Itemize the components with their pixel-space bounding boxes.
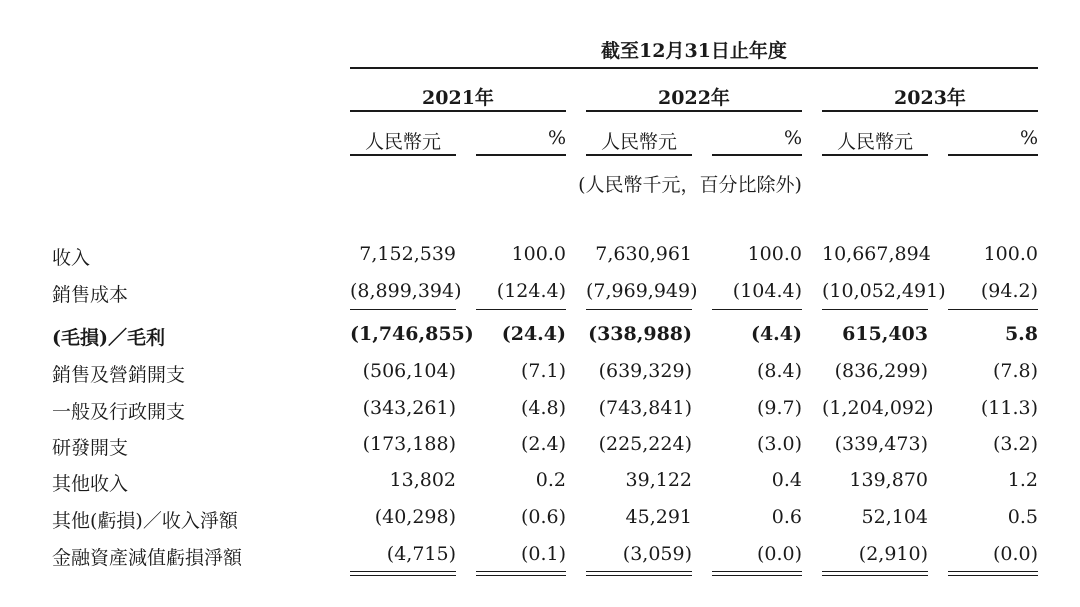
amount-cell: (639,329): [598, 360, 692, 382]
percent-cell: (0.0): [756, 543, 802, 565]
percent-cell: (0.0): [992, 543, 1038, 565]
pct-rule-2022: [712, 154, 802, 156]
percent-cell: 100.0: [983, 243, 1038, 265]
percent-cell: (3.0): [756, 433, 802, 455]
amount-cell: (343,261): [362, 397, 456, 419]
percent-cell: (7.8): [992, 360, 1038, 382]
percent-cell: (7.1): [520, 360, 566, 382]
year-2023-heading: 2023年: [894, 87, 966, 109]
percent-cell: 5.8: [1004, 323, 1038, 345]
subtotal-rule: [350, 309, 456, 310]
period-rule: [350, 67, 1038, 69]
subtotal-rule: [586, 309, 692, 310]
amount-cell: 13,802: [389, 469, 456, 491]
year-2021-rule: [350, 110, 566, 112]
year-2022-rule: [586, 110, 802, 112]
year-2023-rule: [822, 110, 1038, 112]
amount-cell: (173,188): [362, 433, 456, 455]
percent-cell: (4.8): [520, 397, 566, 419]
percent-cell: 0.5: [1007, 506, 1038, 528]
amount-cell: 10,667,894: [822, 243, 931, 265]
pct-rule-2021: [476, 154, 566, 156]
percent-cell: 0.4: [771, 469, 802, 491]
percent-cell: (4.4): [750, 323, 802, 345]
total-double-rule: [350, 571, 456, 572]
subtotal-rule: [948, 309, 1038, 310]
year-2022-heading: 2022年: [658, 87, 730, 109]
amount-cell: (339,473): [834, 433, 928, 455]
percent-cell: (3.2): [992, 433, 1038, 455]
percent-cell: (124.4): [496, 280, 566, 302]
percent-cell: (9.7): [756, 397, 802, 419]
pct-header-2022: %: [783, 127, 802, 149]
row-label: 一般及行政開支: [52, 401, 186, 423]
total-double-rule: [712, 575, 802, 576]
amount-cell: (4,715): [386, 543, 456, 565]
amount-cell: (836,299): [834, 360, 928, 382]
year-2021-heading: 2021年: [422, 87, 494, 109]
amount-cell: (7,969,949): [586, 280, 698, 302]
amount-cell: (2,910): [858, 543, 928, 565]
percent-cell: (0.6): [520, 506, 566, 528]
amount-cell: (1,204,092): [822, 397, 934, 419]
amount-cell: (8,899,394): [350, 280, 462, 302]
percent-cell: (0.1): [520, 543, 566, 565]
total-double-rule: [476, 575, 566, 576]
row-label: (毛損)／毛利: [52, 327, 165, 349]
percent-cell: (94.2): [980, 280, 1038, 302]
percent-cell: 0.6: [771, 506, 802, 528]
amount-cell: 7,630,961: [595, 243, 692, 265]
row-label: 其他(虧損)／收入淨額: [52, 510, 238, 532]
percent-cell: 0.2: [535, 469, 566, 491]
currency-rule-2022: [586, 154, 692, 156]
percent-cell: 100.0: [511, 243, 566, 265]
amount-cell: 52,104: [861, 506, 928, 528]
total-double-rule: [948, 575, 1038, 576]
total-double-rule: [822, 571, 928, 572]
total-double-rule: [586, 575, 692, 576]
currency-rule-2023: [822, 154, 928, 156]
row-label: 銷售及營銷開支: [52, 364, 186, 386]
amount-cell: 139,870: [849, 469, 928, 491]
pct-header-2023: %: [1019, 127, 1038, 149]
currency-header-2021: 人民幣元: [364, 131, 441, 153]
total-double-rule: [476, 571, 566, 572]
amount-cell: 45,291: [625, 506, 692, 528]
row-label: 收入: [52, 247, 91, 269]
percent-cell: (24.4): [501, 323, 566, 345]
row-label: 金融資產減值虧損淨額: [52, 547, 243, 569]
amount-cell: (338,988): [588, 323, 692, 345]
percent-cell: (11.3): [980, 397, 1038, 419]
amount-cell: (1,746,855): [350, 323, 474, 345]
amount-cell: (506,104): [362, 360, 456, 382]
row-label: 銷售成本: [52, 284, 129, 306]
pct-rule-2023: [948, 154, 1038, 156]
amount-cell: (3,059): [622, 543, 692, 565]
amount-cell: 7,152,539: [359, 243, 456, 265]
currency-header-2023: 人民幣元: [836, 131, 913, 153]
subtotal-rule: [712, 309, 802, 310]
period-heading: 截至12月31日止年度: [601, 40, 787, 62]
subtotal-rule: [476, 309, 566, 310]
percent-cell: 1.2: [1007, 469, 1038, 491]
total-double-rule: [712, 571, 802, 572]
amount-cell: (225,224): [598, 433, 692, 455]
pct-header-2021: %: [547, 127, 566, 149]
percent-cell: 100.0: [747, 243, 802, 265]
total-double-rule: [586, 571, 692, 572]
total-double-rule: [350, 575, 456, 576]
total-double-rule: [822, 575, 928, 576]
row-label: 其他收入: [52, 473, 129, 495]
amount-cell: 39,122: [625, 469, 692, 491]
total-double-rule: [948, 571, 1038, 572]
percent-cell: (8.4): [756, 360, 802, 382]
amount-cell: (10,052,491): [822, 280, 946, 302]
amount-cell: (743,841): [598, 397, 692, 419]
unit-note: (人民幣千元，百分比除外): [578, 174, 802, 196]
percent-cell: (104.4): [732, 280, 802, 302]
amount-cell: 615,403: [842, 323, 928, 345]
currency-header-2022: 人民幣元: [600, 131, 677, 153]
percent-cell: (2.4): [520, 433, 566, 455]
currency-rule-2021: [350, 154, 456, 156]
row-label: 研發開支: [52, 437, 129, 459]
subtotal-rule: [822, 309, 928, 310]
amount-cell: (40,298): [374, 506, 456, 528]
